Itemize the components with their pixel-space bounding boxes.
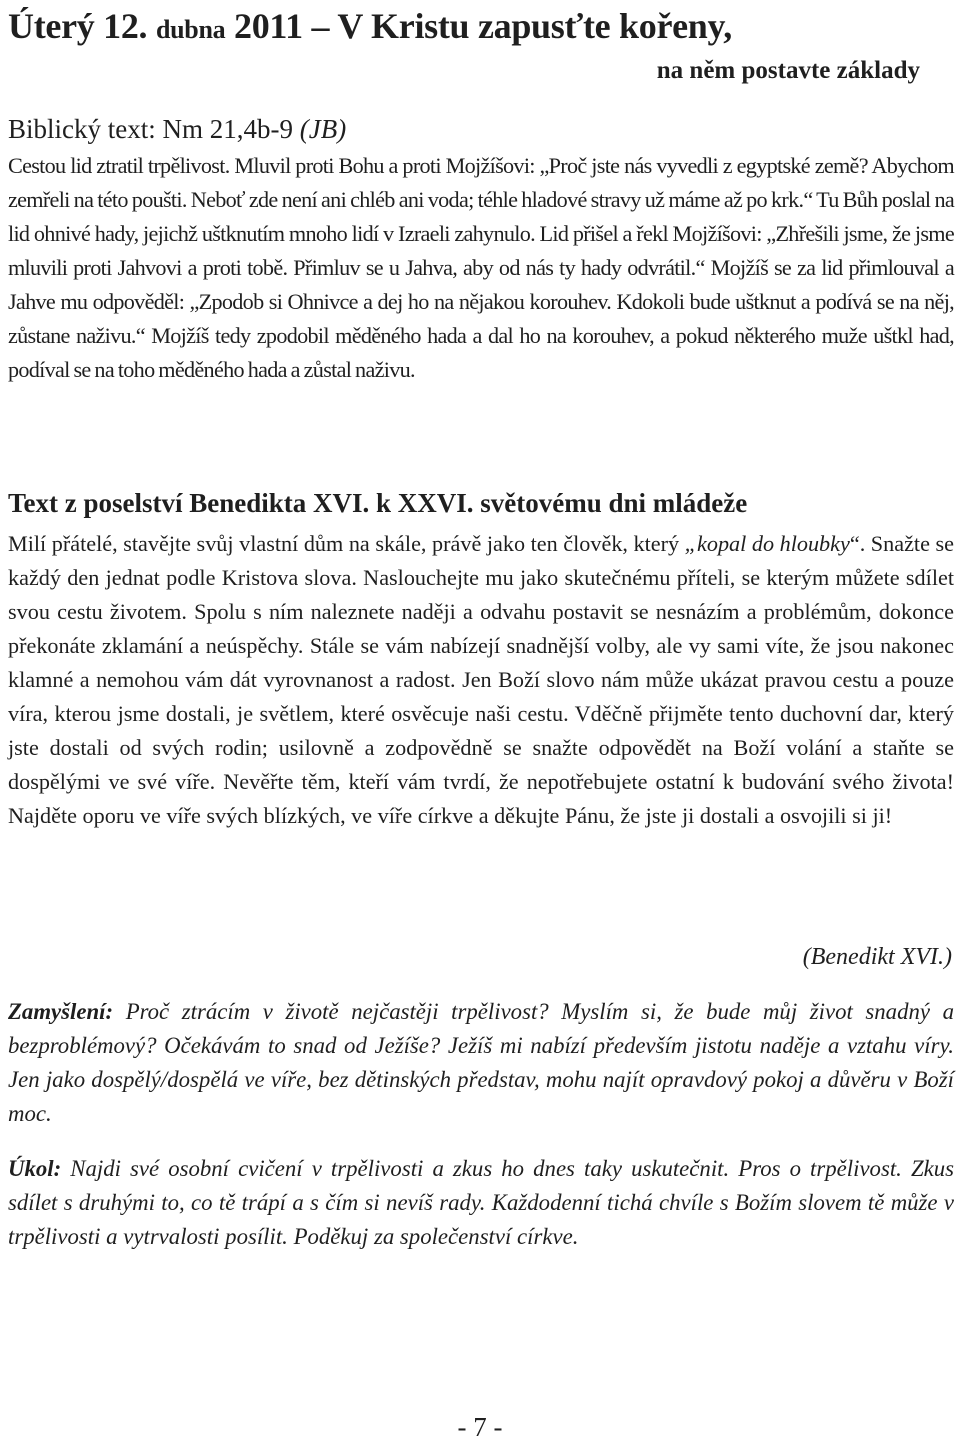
message-quote: „kopal do hloubky (684, 531, 850, 556)
message-rest: “. Snažte se každý den jednat podle Kristova slova. Naslouchejte mu jako skutečnému příteli, se kterým můžete sdílet svou cestu životem. Spolu s ním naleznete naději a odvahu postavit se nesnázím a problémům, dokonce překonáte zklamání a neúspěchy. Stále se vám nabízejí snadnější volby, ale vy sami víte, že jsou nakonec klamné a nemohou vám dát vyrovnanost a radost. Jen Boží slovo nám může ukázat pravou cestu a pouze víra, kterou jsme dostali, je světlem, které osvěcuje naši cestu. Vděčně přijměte tento duchovní dar, který jste dostali od svých rodin; usilovně a zodpovědně se snažte odpovědět na Boží volání a staňte se dospělými ve své víře. Nevěřte těm, kteří vám tvrdí, že nepotřebujete ostatní k budování svého života! Najděte oporu ve víře svých blízkých, ve víře církve a děkujte Pánu, že jste ji dostali a osvojili si ji! (8, 531, 954, 828)
header-theme-line2: na něm postavte základy (656, 57, 920, 84)
message-heading-text: Text z poselství Benedikta XVI. k XXVI. světovému dni mládeže (8, 488, 748, 518)
page-header-title (8, 6, 732, 50)
page-number: - 7 - (457, 1412, 503, 1442)
task-text: Najdi své osobní cvičení v trpělivosti a zkus ho dnes taky uskutečnit. Pros o trpělivost. Zkus sdílet s druhými to, co tě trápí a s čím si nevíš rady. Každodenní tichá chvíle s Božím slovem tě může v trpělivosti a vytrvalosti posílit. Poděkuj za společenství církve. (8, 1156, 955, 1249)
bible-reference: Nm 21,4b-9 (162, 114, 293, 144)
message-intro: Milí přátelé, stavějte svůj vlastní dům na skále, právě jako ten člověk, který (8, 531, 685, 556)
task-paragraph (8, 1152, 954, 1254)
reflection-label: Zamyšlení: (8, 999, 114, 1024)
header-day: Úterý (8, 6, 95, 46)
message-text (8, 527, 954, 833)
header-theme-line1: V Kristu zapusťte kořeny, (337, 6, 732, 46)
message-attribution: (Benedikt XVI.) (802, 944, 952, 970)
message-heading (8, 487, 747, 519)
bible-heading-label: Biblický text: (8, 114, 156, 144)
bible-heading (8, 113, 346, 145)
header-dash: – (311, 6, 330, 46)
header-year: 2011 (234, 6, 303, 46)
task-label: Úkol: (8, 1156, 62, 1181)
bible-translation: (JB) (299, 114, 347, 144)
header-month: dubna (155, 15, 226, 44)
bible-text: Cestou lid ztratil trpělivost. Mluvil proti Bohu a proti Mojžíšovi: „Proč jste nás vyvedli z egyptské země? Abychom zemřeli na této poušti. Neboť zde není ani chléb ani voda; téhle hladové stravy už máme až po krk.“ Tu Bůh poslal na lid ohnivé hady, jejichž uštknutím mnoho lidí v Izraeli zahynulo. Lid přišel a řekl Mojžíšovi: „Zhřešili jsme, že jsme mluvili proti Jahvovi a proti tobě. Přimluv se u Jahva, aby od nás ty hady odvrátil.“ Mojžíš se za lid přimlouval a Jahve mu odpověděl: „Zpodob si Ohnivce a dej ho na nějakou korouhev. Kdokoli bude uštknut a podívá se na něj, zůstane naživu.“ Mojžíš tedy zpodobil měděného hada a dal ho na korouhev, a pokud některého muže uštkl had, podíval se na toho měděného hada a zůstal naživu. (8, 153, 954, 382)
reflection-text: Proč ztrácím v životě nejčastěji trpělivost? Myslím si, že bude můj život snadný a bezproblémový? Očekávám to snad od Ježíše? Ježíš mi nabízí především jistotu naděje a vztahu víry. Jen jako dospělý/dospělá ve víře, bez dětinských představ, mohu najít opravdový pokoj a důvěru v Boží moc. (8, 999, 954, 1126)
reflection-paragraph (8, 995, 954, 1131)
header-date-num: 12. (103, 6, 148, 46)
